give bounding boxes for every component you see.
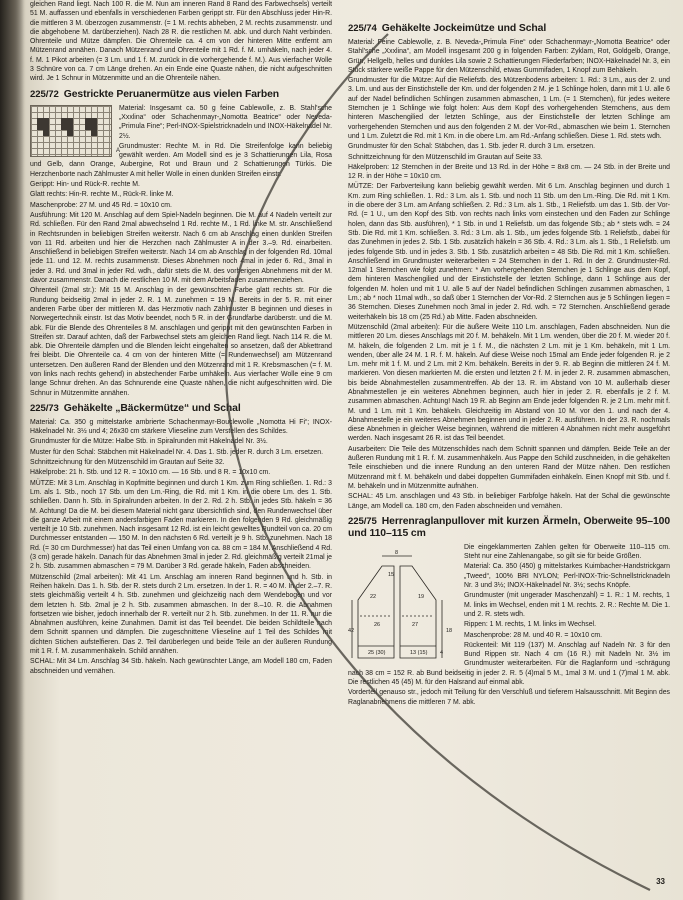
scarf-pattern-paragraph: Muster für den Schal: Stäbchen mit Häkelnadel Nr. 4. Das 1. Stb. jeder R. durch 3 Lm. ersetzen. [30, 448, 323, 456]
section-heading-225-72 [30, 89, 332, 101]
visor-paragraph: Mützenschild (2mal arbeiten): Für die äußere Weite 110 Lm. anschlagen, Faden abschneiden. Nun die mittleren 20 Lm. dieses Anschlags mit 20 f. M. behäkeln. Mit 1 Lm. wenden, über die 20 f. M. wieder 20 f. M. häkeln, die folgenden 2 Lm. mit je 1 f. M., die nächsten 2 Lm. mit je 1 Km. behäkeln, mit 1 Lm. wenden, über alle 24 M. 1 R. f. M. häkeln. Auf diese Weise noch 15mal am Ende jeder folgenden R. je 2 Lm. mehr mit 1 f. M. und 2 Lm. mit 2 Km. behäkeln. Bereits in der 9. R. ab Beginn die mittleren 24 f. M. markieren. Von diesen markierten M. die ersten und letzten 2 f. M. in jeder 2. R. zusammen abmaschen, bis beide Abnahmestellen zusammentreffen. Ab der 13. R. im Abstand von 10 M. außerhalb dieser Abnahmestellen je ein weiteres Abnehmen beginnen, auch hier in jeder 2. R. ebenfalls je 2 f. M. zusammen abmaschen. Achtung! Nach 19 R. ab Beginn am Ende jeder folgenden R. je 2 Lm. mehr mit f. M. und 1 Lm. mit 1 Km. behäkeln. Gleichzeitig im Abstand von 10 M. vor den 1. und nach der 4. Abnahmestelle je ein weiteres Abnehmen beginnen und in jeder 2. R. ausführen. In der 23. R. nochmals diese Abnehmen in gleicher Weise beginnen, während die mittleren 4 Abnahmen nicht mehr ausgeführt werden. Nach insgesamt 26 R. ist das Teil beendet. [348, 323, 670, 443]
book-spine-shadow [0, 0, 24, 900]
material-paragraph: Material: Feine Cablewolle, z. B. Neveda-„Primula Fine“ oder Schachenmayr-„Nomotta Beatrice“ oder Stahl'sche „Xxxlina“, am Modell insgesamt 200 g in folgenden Farben: Zyklam, Rot, Goldgelb, Orange, Grün, Hellgelb, helles und dunkles Lila sowie 2 Schattierungen Fliederfarben; INOX-Häkelnadel Nr. 3, ein Stück stärkere weiße Pappe für den Mützenschild, etwas Gummifaden, 1 Knopf zum Behäkeln. [348, 39, 670, 74]
scarf-paragraph: SCHAL: 45 Lm. anschlagen und 43 Stb. in beliebiger Farbfolge häkeln. Hat der Schal die gewünschte Länge, am Modell ca. 180 cm, den Faden abschneiden und vernähen. [348, 493, 670, 510]
section-heading-225-75 [348, 516, 670, 540]
diagram-measurement-label: 13 (15) [410, 649, 428, 656]
section-title: Gestrickte Peruanermütze aus vielen Farben [63, 88, 279, 100]
diagram-measurement-label: 19 [418, 593, 425, 600]
pattern-paragraph: Grundmuster: Rechte M. in Rd. Die Streifenfolge kann beliebig gewählt werden. Am Modell sind es je 3 Schattierungen Lila, Rosa und Gelb, dann Orange, Aubergine, Rot und Braun und 2 Schattierungen Türkis. Die Herzchenborte nach Zählmuster A mit heller Wolle in einen dunklen Streifen einstr. [30, 142, 332, 178]
page-number: 33 [656, 877, 665, 886]
diagram-measurement-label: 18 [446, 627, 453, 634]
right-column [348, 18, 670, 898]
intro-paragraph: gleichen Rand liegt. Nach 100 R. die M. Nun am inneren Rand 8 Rand des Farbwechsels) verteilt 51 M. auffassen und ebenfalls in verschiedenen Farben gerippt str. Für den Abschluss jeder Hin-R. die mittleren 3 M. überzogen zusammenstr. (= 1 M. rechts abheben, 2 M. rechts zusammenstr. und die abgehobene M. darüberziehen). Nach 28 R. die restlichen M. abk. und durch Naht verbinden. Ohrenteile und Mütze dämpfen. Die Ohrenteile ca. 4 cm von der hinteren Mitte entfernt am Mützenrand annähen. Danach Mützenrand und Ohrenteile mit 1 Rd. f. M. umhäkeln, nach jeder 4. f. M. 1 Pikot arbeiten (= 3 Lm. und 1 f. M. zurück in die vorhergehende f. M.). Aus vierfacher Wolle 3 Schnüre von ca. 7 cm Länge drehen. An ein Ende eine Quaste nähen, die nicht aufgeschnitten wird. Je 1 Schnur in Mützenmitte und an die Ohrenteile nähen. [30, 1, 332, 83]
back-paragraph: Rückenteil: Mit 119 (137) M. Anschlag auf Nadeln Nr. 3 für den Bund Rippen str. Nach 4 cm (16 R.) mit Nadeln Nr. 3½ im Grundmuster weiterarbeiten. Für die Raglanform und -schrägung nach 38 cm = 152 R. ab Bund beidseitig in jeder 2. R. 5 (4)mal 5 M., 1mal 3 M. und 1 (7)mal 1 M. abk. Die restlichen 45 (45) M. für den Halsrand auf einmal abk. [348, 641, 670, 686]
section-title: Gehäkelte „Bäckermütze“ und Schal [63, 402, 241, 414]
material-paragraph: Material: Insgesamt ca. 50 g feine Cablewolle, z. B. Stahl'sche „Xxxlina“ oder Schachenmayr-„Nomotta Beatrice“ oder Neveda-„Primula Fine“; Perl-INOX-Spielstricknadeln und INOX-Häkelnadel Nr. 2½. [119, 104, 332, 140]
pattern-paragraph: Grundmuster für die Mütze: Auf die Reliefstb. des Mützenbodens arbeiten: 1. Rd.: 3 Lm., aus der 2. und 3. Lm. und aus der Einstichstelle der Km. und der folgenden 2 M. je 1 Schlinge holen, dann mit 1 U. alle 6 auf der Nadel befindlichen Schlingen zusammen abmaschen, 1 Lm. (= 1 Sternchen), für jedes weitere Sternchen je 1 Schlinge wie folgt holen: Aus dem Kopf des vorhergehenden Sternchens, aus dem hinteren Maschengilied der letzten Schlinge, aus der Einstichstelle der letzten Schlinge am vorhergehenden Sternchen und aus den folgenden 2 M. der Vor-Rd., abmaschen wie beim 1. Sternchen und 1 Lm. Zuletzt die Rd. mit 1 Km. in die obere Lm. am Rd.-Anfang schließen. Diese 1. Rd. stets wdh. [348, 77, 670, 140]
pattern-paragraph: Grundmuster (mit ungerader Maschenzahl) = 1. R.: 1 M. rechts, 1 M. links im Wechsel, enden mit 1 M. rechts. 2. R.: Rechte M. Die 1. und 2. R. stets wdh. [464, 592, 670, 618]
earflap-paragraph: Ohrenteil (2mal str.): Mit 15 M. Anschlag in der gewünschten Farbe glatt rechts str. Für die Rundung beidseitig 2mal in jeder 2. R. 1 M. zunehmen = 19 M. Bereits in der 5. R. mit einer anderen Farbe über der mittleren M. das Herzmotiv nach Zählmuster B beginnen und dieses in Norwegertechnik einstr. Ist das Motiv beendet, noch 5 R. in der Grundfarbe darüberstr. und die M. abk. Für die Blende des Ohrenteiles 8 M. anschlagen und gerippt mit den gewünschten Farben in Streifen str. Darauf achten, daß der Farbwechsel stets am gleichen Rand liegt. Nach 114 R. die M. abk. Die Ohrenteile dämpfen und die Blenden leicht eingehalten so ansetzen, daß der Abkettrand frei bleibt. Die Ohrenteile ca. 4 cm von der hinteren Mitte (= Rundenwechsel) am Mützenrand untersetzen. Den äußeren Rand der Blenden und den Mützenrand mit 1 R. Krebsmaschen (= f. M. von links nach rechts gehend) in abstechender Farbe umhäkeln. Aus vierfacher Wolle eine 9 cm lange Schnur drehen. An das Schnurende eine Quaste nähen, die nicht aufgeschnitten wird. Die Schnur in Mützenmitte annähen. [30, 287, 332, 397]
section-number: 225/72 [30, 88, 59, 100]
diagram-measurement-label: 26 [374, 621, 381, 628]
scarf-pattern-paragraph: Grundmuster für den Schal: Stäbchen, das 1. Stb. jeder R. durch 3 Lm. ersetzen. [348, 143, 596, 151]
pattern-reference-paragraph: Schnittzeichnung für den Mützenschild im Grautan auf Seite 32. [30, 459, 225, 467]
diagram-measurement-label: 22 [370, 593, 377, 600]
material-paragraph: Material: Ca. 350 (450) g mittelstarkes Kuimbacher-Handstrickgarn „Tweed“, 100% BRI NYLON; Perl-INOX-Tric-Schnellstricknadeln Nr. 3 und 3½; INOX-Häkelnadel Nr. 3½; sechs Knöpfe. [464, 563, 670, 590]
finishing-paragraph: Ausarbeiten: Die Teile des Mützenschildes nach dem Schnitt spannen und dämpfen. Beide Teile an der äußeren Rundung mit 1 R. f. M. zusammenhäkeln. Aus Pappe den Schild zuschneiden, in die gehäkelten Teile einschieben und die innere Rundung an den unteren Rand der Mütze nähen. Den restlichen Mützenrand mit f. M. behäkeln und dabei doppelten Gummifaden einhäkeln. Einen Knopf mit Stb. und f. M. behäkeln und in Mützenmitte aufnähen. [348, 445, 670, 490]
diagram-measurement-label: 42 [348, 627, 355, 634]
section-number: 225/75 [348, 515, 377, 527]
section-title: Gehäkelte Jockeimütze und Schal [381, 23, 547, 34]
material-paragraph: Material: Ca. 350 g mittelstarke ambrierte Schachenmayr-Bouclewolle „Nomotta Hi Fi“; INOX-Häkelnadel Nr. 3½ und 4; 26x30 cm stärkere Vlieseline zum Verstellen des Schildes. [30, 418, 332, 436]
size-note-paragraph: Die eingeklammerten Zahlen gelten für Oberweite 110–115 cm. Steht nur eine Zahlenangabe, so gilt sie für beide Größen. [464, 543, 670, 561]
raglan-pattern-diagram [348, 546, 458, 666]
pattern-reference-paragraph: Schnittzeichnung für den Mützenschild im Grautan auf Seite 33. [348, 153, 543, 161]
rib-paragraph: Rippen: 1 M. rechts, 1 M. links im Wechsel. [464, 621, 596, 629]
gauge-paragraph: Maschenprobe: 28 M. und 40 R. = 10x10 cm. [464, 631, 603, 639]
diagram-measurement-label: 25 (30) [368, 649, 386, 656]
instructions-paragraph: Ausführung: Mit 120 M. Anschlag auf dem Spiel-Nadeln beginnen. Die M. auf 4 Nadeln verteilt zur Rd. schließen. Für den Rand 2mal abwechselnd 1 Rd. rechte M., 1 Rd. linke M. str. Anschließend in Rechtsrunden in beliebigen Streifen weiterstr. Nach 6 cm ab Anschlag einen dunklen Streifen von 11 Rd. arbeiten und hier die Herzchen nach Zählmuster A in der 3.–9. Rd. einarbeiten. Anschließend in beliebigen Streifen weiterstr. Nach 14 cm ab Anschlag in der folgenden Rd. 10mal jede 11. und 12. M. rechts zusammenstr. Dieses Abnehmen noch 4mal in jeder 6. Rd., 3mal in jeder 3. Rd. und 3mal in jeder Rd. wdh., dafür stets die M. des vorherigen Abnehmens mit der M. davor zusammenstr. Danach die restlichen 10 M. mit dem Arbeitsfaden zusammenziehen. [30, 211, 332, 285]
section-heading-225-74 [348, 23, 670, 35]
diagram-measurement-label: 4 [440, 649, 444, 656]
section-title: Herrenraglanpullover mit kurzen Ärmeln, Oberweite 95–100 und 110–115 cm [348, 515, 670, 539]
gauge-paragraph: Häkelproben: 12 Sternchen in der Breite und 13 Rd. in der Höhe = 8x8 cm. — 24 Stb. in der Breite und 12 R. in der Höhe = 10x10 cm. [348, 163, 670, 181]
cap-instructions-paragraph: MÜTZE: Der Farbverteilung kann beliebig gewählt werden. Mit 6 Lm. Anschlag beginnen und durch 1 Km. zum Ring schließen. 1. Rd.: 3 Lm. als 1. Stb. und noch 11 Stb. um den Lm.-Ring. Die Rd. mit 1 Km. in die obere der 3 Lm. am Anfang schließen. 2. Rd.: 3 Lm. als 1. Stb., 1 Reliefstb. um das 1. Stb. der Vor-Rd. (= 1 U., um den Kopf des Stb. von rechts nach links vorn einstechen und den Faden zur Schlinge holen, dann das Stb. ausführen), * 1 Stb. in und 1 Reliefstb. um das folgende Stb.; ab * stets wdh. = 24 Stb. Die Rd. mit 1 Km. schließen. 3. Rd.: 3 Lm. als 1. Stb., um jedes folgende Stb. 1 Reliefstb., dabei für das Zunehmen in jedes 2. Stb. 1 Stb. zusätzlich häkeln = 36 Stb. 4. Rd.: 3 Lm. als 1. Stb., 1 Reliefstb. um jedes folgende Stb. und in jedes 3. Stb. 1 Stb. zusätzlich arbeiten = 48 Stb. Die Rd. mit 1 Km. schließen. Anschließend im Grundmuster weiterarbeiten = 24 Sternchen in der 1. Rd. In der 2. Grundmuster-Rd. 12mal 1 Sternchen wie folgt zunehmen: * Am vorhergehenden Sternchen je 1 Schlinge aus dem Kopf, dem hinteren Maschengilied und der Einstichstelle der letzten Schlinge, dann 1 Schlinge aus der folgenden M. holen und mit 1 U. alle 5 auf der Nadel befindlichen Schlingen zusammen abmaschen, 1 Lm.; ab * noch 11mal wdh., so daß über 1 Sternchen der Vor-Rd. 2 Sternchen aus je 5 Schlingen liegen = 36 Sternchen. Dieses Zunehmen noch 3mal in jeder 2. Rd. wdh. = 72 Sternchen. Anschließend gerade weiterhäkeln bis 18 cm (25 Rd.) ab Mitte. Faden abschneiden. [348, 183, 670, 321]
cap-instructions-paragraph: MÜTZE: Mit 3 Lm. Anschlag in Kopfmitte beginnen und durch 1 Km. zum Ring schließen. 1. Rd.: 3 Lm. als 1. Stb., noch 17 Stb. um den Lm.-Ring, die Rd. mit 1 Km. in die obere Lm. des 1. Stb. schließen. Dann h. Stb. in Spiralrunden arbeiten. In der 2. Rd. 2 h. Stb. in jedes Stb. häkeln = 36 M. Achtung! Da die M. bei diesem Material nicht ganz übersichtlich sind, den Rundenwechsel über die ganze Arbeit mit einem andersfarbigen Faden markieren. In den folgenden 9 Rd. gleichmäßig verteilt je 10 Stb. zunehmen. Nach insgesamt 12 Rd. ist ein leicht gewelltes Rundteil von ca. 20 cm Durchmesser entstanden — 150 M. In den nächsten 6 Rd. verteilt je 9 h. Stb. zunehmen. Nach 18 Rd. (= 30 cm Durchmesser) hat das Teil einen Umfang von ca. 88 cm = 184 M. Anschließend 4 Rd. (3 cm) gerade häkeln. Danach für das Abnehmen 3mal in jeder 2. Rd. gleichmäßig verteilt 21mal je 2 h. Stb. zusammen abmaschen = 79 M. Darüber 3 Rd. gerade häkeln, Faden abschneiden. [30, 479, 332, 571]
pattern-paragraph: Grundmuster für die Mütze: Halbe Stb. in Spiralrunden mit Häkelnadel Nr. 3½. [30, 438, 268, 446]
section-heading-225-73 [30, 403, 332, 415]
visor-paragraph: Mützenschild (2mal arbeiten): Mit 41 Lm. Anschlag am inneren Rand beginnen und h. Stb. in Reihen häkeln. Das 1. h. Stb. der R. stets durch 2 Lm. ersetzen. In der 1. R. = 40 M. In der 2.–7. R. stets gleichmäßig verteilt 4 h. Stb. zunehmen und gleichzeitig nach dem Wendebogen und vor dem letzten h. Stb. 2mal je 2 h. Stb. zusammen abmaschen. In der 8.–10. R. die Abnahmen fortsetzen wie bisher, jedoch innerhalb der R. verteilt nur 2 h. Stb. zunehmen. In der 11. R. nur die Abnahmen ausführen, keine Zunahmen. Damit ist das Teil beendet. Die beiden Schildteile nach dem Schnitt spannen und dämpfen. Die zugeschnittene Vlieseline auf 1 Teil des Schildes mit dichten Stichen aufstelfieren. Das 2. Teil darüberlegen und beide Teile an der äußeren Rundung mit 1 R. f. M. zusammenhäkeln. Schild annähen. [30, 573, 332, 655]
scarf-paragraph: SCHAL: Mit 34 Lm. Anschlag 34 Stb. häkeln. Nach gewünschter Länge, am Modell 180 cm, Faden abschneiden und vernähen. [30, 658, 332, 675]
front-paragraph: Vorderteil genauso str., jedoch mit Teilung für den Verschluß und tieferem Halsausschnitt. Mit Beginn des Raglanabnehmens die mittleren 7 M. abk. [348, 689, 670, 706]
diagram-measurement-label: 15 [388, 571, 395, 578]
left-column [30, 0, 332, 900]
chart-label: A [115, 148, 120, 155]
diagram-measurement-label: 27 [412, 621, 419, 628]
section-number: 225/73 [30, 402, 59, 414]
diagram-measurement-label: 8 [395, 549, 399, 556]
counting-chart-a [30, 105, 120, 157]
gauge-paragraph: Häkelprobe: 21 h. Stb. und 12 R. = 10x10 cm. — 16 Stb. und 8 R. = 10x10 cm. [30, 469, 271, 477]
section-number: 225/74 [348, 23, 377, 34]
stockinette-paragraph: Glatt rechts: Hin-R. rechte M., Rück-R. linke M. [30, 191, 174, 199]
gauge-paragraph: Maschenprobe: 27 M. und 45 Rd. = 10x10 cm. [30, 201, 172, 209]
rib-paragraph: Gerippt: Hin- und Rück-R. rechte M. [30, 181, 140, 189]
